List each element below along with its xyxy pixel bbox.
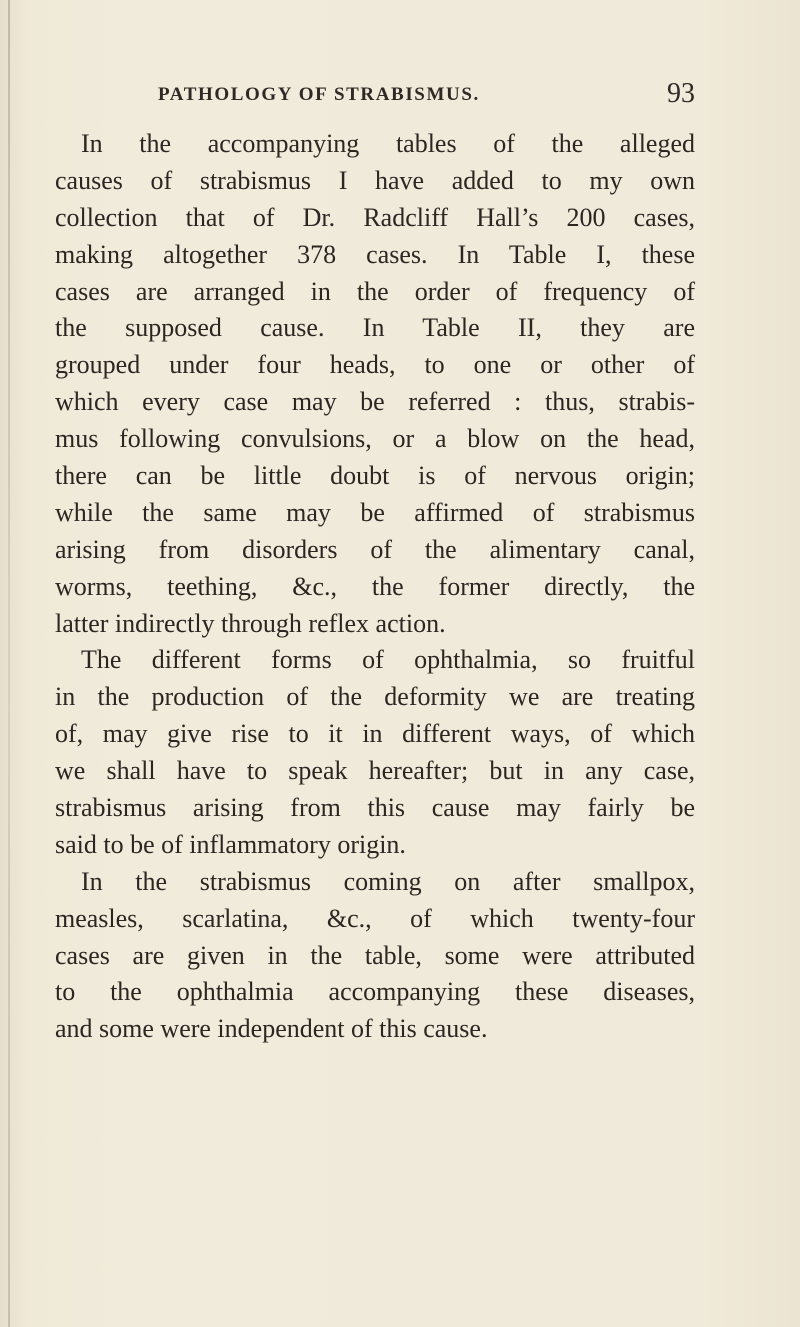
text-line: in the production of the deformity we are treating	[55, 682, 695, 712]
text-line: arising from disorders of the alimentary canal,	[55, 534, 695, 564]
paragraph-2	[55, 642, 695, 863]
text-line: and some were independent of this cause.	[55, 1014, 488, 1044]
body-text	[55, 126, 695, 1048]
text-line: while the same may be affirmed of strabismus	[55, 497, 695, 527]
text-line: causes of strabismus I have added to my own	[55, 165, 695, 195]
paragraph-1	[55, 126, 695, 642]
text-line: worms, teething, &c., the former directly, the	[55, 571, 695, 601]
text-line: to the ophthalmia accompanying these diseases,	[55, 977, 695, 1007]
text-line: there can be little doubt is of nervous origin;	[55, 461, 695, 491]
binding-gutter	[8, 0, 10, 1327]
running-head: PATHOLOGY OF STRABISMUS.	[158, 84, 480, 105]
text-line: mus following convulsions, or a blow on the head,	[55, 424, 695, 454]
paragraph-3	[55, 864, 695, 1048]
text-line: said to be of inflammatory origin.	[55, 829, 406, 859]
text-line: cases are given in the table, some were attributed	[55, 940, 695, 970]
text-line: grouped under four heads, to one or other of	[55, 350, 695, 380]
text-line: which every case may be referred : thus, strabis-	[55, 387, 695, 417]
page-header	[80, 78, 695, 108]
text-line: latter indirectly through reflex action.	[55, 608, 446, 638]
text-line: In the accompanying tables of the alleged	[81, 129, 695, 158]
page-number: 93	[667, 78, 695, 109]
text-line: The different forms of ophthalmia, so fruitful	[81, 645, 695, 675]
text-line: of, may give rise to it in different ways, of which	[55, 719, 695, 749]
text-line: collection that of Dr. Radcliff Hall’s 200 cases,	[55, 202, 695, 232]
text-line: In the strabismus coming on after smallpox,	[81, 866, 695, 896]
text-line: strabismus arising from this cause may fairly be	[55, 793, 695, 823]
text-line: measles, scarlatina, &c., of which twenty-four	[55, 903, 695, 933]
text-line: cases are arranged in the order of frequency of	[55, 276, 695, 306]
text-line: making altogether 378 cases. In Table I, these	[55, 239, 695, 269]
text-line: we shall have to speak hereafter; but in any case,	[55, 756, 695, 786]
text-line: the supposed cause. In Table II, they are	[55, 313, 695, 343]
